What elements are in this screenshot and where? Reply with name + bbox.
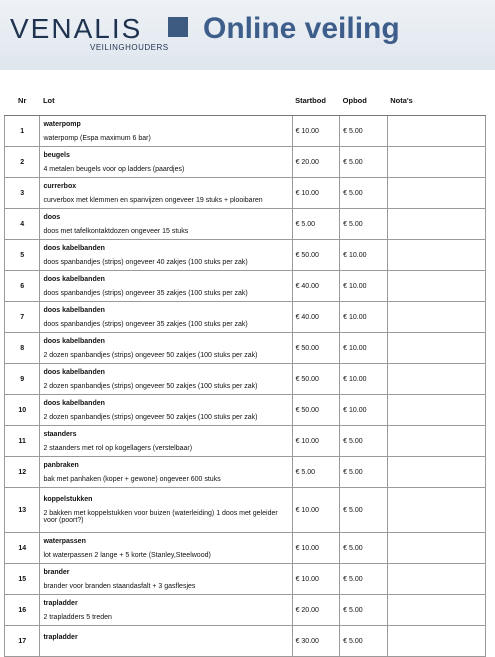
lot-cell	[40, 626, 292, 657]
lot-description: 2 dozen spanbandjes (strips) ongeveer 50 zakjes (100 stuks per zak)	[43, 413, 258, 421]
lot-cell	[40, 533, 292, 564]
startbod-value: € 10.00	[292, 488, 340, 533]
lot-name: panbraken	[43, 461, 79, 469]
lot-description: 2 dozen spanbandjes (strips) ongeveer 50 zakjes (100 stuks per zak)	[43, 382, 258, 390]
nota-field[interactable]	[387, 488, 485, 533]
lot-description: doos spanbandjes (strips) ongeveer 35 zakjes (100 stuks per zak)	[43, 320, 248, 328]
col-lot: Lot	[40, 85, 292, 116]
nota-field[interactable]	[387, 533, 485, 564]
lot-description: 2 trapladders 5 treden	[43, 613, 112, 621]
lot-number: 13	[5, 488, 40, 533]
nota-field[interactable]	[387, 302, 485, 333]
lot-table	[4, 85, 486, 657]
startbod-value: € 10.00	[292, 116, 340, 147]
lot-number: 15	[5, 564, 40, 595]
lot-cell	[40, 302, 292, 333]
lot-cell	[40, 116, 292, 147]
logo-text: VENALIS	[10, 13, 143, 44]
lot-description: 2 bakken met koppelstukken voor buizen (waterleiding) 1 doos met geleider voor (poort?)	[43, 510, 278, 524]
nota-field[interactable]	[387, 209, 485, 240]
lot-name: trapladder	[43, 634, 78, 641]
opbod-value: € 10.00	[340, 302, 388, 333]
opbod-value: € 5.00	[340, 564, 388, 595]
table-row	[5, 395, 486, 426]
opbod-value: € 5.00	[340, 595, 388, 626]
lot-cell	[40, 209, 292, 240]
nota-field[interactable]	[387, 240, 485, 271]
lot-description: doos spanbandjes (strips) ongeveer 35 zakjes (100 stuks per zak)	[43, 289, 248, 297]
startbod-value: € 50.00	[292, 395, 340, 426]
lot-name: doos kabelbanden	[43, 368, 105, 376]
nota-field[interactable]	[387, 178, 485, 209]
opbod-value: € 5.00	[340, 626, 388, 657]
lot-name: doos kabelbanden	[43, 275, 105, 283]
opbod-value: € 5.00	[340, 209, 388, 240]
table-row	[5, 595, 486, 626]
table-row	[5, 426, 486, 457]
nota-field[interactable]	[387, 116, 485, 147]
col-notas: Nota's	[387, 85, 485, 116]
lot-number: 17	[5, 626, 40, 657]
lot-name: doos kabelbanden	[43, 306, 105, 314]
opbod-value: € 10.00	[340, 240, 388, 271]
lot-number: 16	[5, 595, 40, 626]
lot-cell	[40, 178, 292, 209]
hammer-icon	[168, 17, 188, 37]
lot-cell	[40, 564, 292, 595]
startbod-value: € 40.00	[292, 271, 340, 302]
page-header	[0, 0, 495, 70]
lot-description: 2 dozen spanbandjes (strips) ongeveer 50 zakjes (100 stuks per zak)	[43, 351, 258, 359]
nota-field[interactable]	[387, 271, 485, 302]
nota-field[interactable]	[387, 564, 485, 595]
startbod-value: € 10.00	[292, 564, 340, 595]
table-row	[5, 333, 486, 364]
opbod-value: € 5.00	[340, 426, 388, 457]
lot-cell	[40, 271, 292, 302]
lot-number: 7	[5, 302, 40, 333]
startbod-value: € 10.00	[292, 426, 340, 457]
startbod-value: € 5.00	[292, 457, 340, 488]
table-header-row	[5, 85, 486, 116]
lot-cell	[40, 395, 292, 426]
lot-name: staanders	[43, 430, 77, 438]
table-row	[5, 488, 486, 533]
nota-field[interactable]	[387, 364, 485, 395]
lot-cell	[40, 488, 292, 533]
startbod-value: € 40.00	[292, 302, 340, 333]
lot-description: bak met panhaken (koper + gewone) ongeveer 600 stuks	[43, 475, 221, 483]
table-row	[5, 533, 486, 564]
page-title: Online veiling	[203, 12, 400, 45]
nota-field[interactable]	[387, 333, 485, 364]
opbod-value: € 10.00	[340, 364, 388, 395]
lot-description: waterpomp (Espa maximum 6 bar)	[43, 134, 151, 142]
lot-name: doos kabelbanden	[43, 244, 105, 252]
logo-subtitle: VEILINGHOUDERS	[90, 43, 169, 52]
lot-number: 3	[5, 178, 40, 209]
lot-cell	[40, 457, 292, 488]
table-row	[5, 457, 486, 488]
lot-name: doos	[43, 213, 61, 221]
lot-number: 11	[5, 426, 40, 457]
venalis-logo	[8, 13, 188, 55]
startbod-value: € 50.00	[292, 240, 340, 271]
nota-field[interactable]	[387, 426, 485, 457]
opbod-value: € 10.00	[340, 333, 388, 364]
lot-name: trapladder	[43, 599, 78, 607]
lot-number: 12	[5, 457, 40, 488]
table-row	[5, 178, 486, 209]
lot-cell	[40, 240, 292, 271]
startbod-value: € 20.00	[292, 147, 340, 178]
lot-number: 1	[5, 116, 40, 147]
startbod-value: € 20.00	[292, 595, 340, 626]
lot-number: 10	[5, 395, 40, 426]
startbod-value: € 5.00	[292, 209, 340, 240]
lot-description	[40, 644, 291, 651]
lot-name: brander	[43, 568, 70, 576]
lot-description: 4 metalen beugels voor op ladders (paardjes)	[43, 165, 185, 173]
opbod-value: € 5.00	[340, 178, 388, 209]
lot-cell	[40, 333, 292, 364]
startbod-value: € 30.00	[292, 626, 340, 657]
table-row	[5, 147, 486, 178]
nota-field[interactable]	[387, 395, 485, 426]
lot-number: 4	[5, 209, 40, 240]
table-row	[5, 564, 486, 595]
lot-name: koppelstukken	[43, 496, 93, 503]
nota-field[interactable]	[387, 626, 485, 657]
lot-cell	[40, 147, 292, 178]
opbod-value: € 5.00	[340, 457, 388, 488]
lot-number: 14	[5, 533, 40, 564]
table-row	[5, 302, 486, 333]
lot-name: waterpomp	[43, 120, 81, 128]
lot-cell	[40, 595, 292, 626]
nota-field[interactable]	[387, 595, 485, 626]
lot-cell	[40, 364, 292, 395]
lot-description: brander voor branden staandasfalt + 3 gasflesjes	[43, 582, 196, 590]
lot-number: 5	[5, 240, 40, 271]
lot-cell	[40, 426, 292, 457]
lot-name: doos kabelbanden	[43, 399, 105, 407]
lot-description: 2 staanders met rol op kogellagers (verstelbaar)	[43, 444, 193, 452]
table-row	[5, 240, 486, 271]
lot-name: beugels	[43, 151, 70, 159]
lot-number: 9	[5, 364, 40, 395]
col-nr: Nr	[5, 85, 40, 116]
lot-description: doos spanbandjes (strips) ongeveer 40 zakjes (100 stuks per zak)	[43, 258, 248, 266]
lot-number: 8	[5, 333, 40, 364]
table-row	[5, 209, 486, 240]
opbod-value: € 10.00	[340, 395, 388, 426]
col-opbod: Opbod	[340, 85, 388, 116]
startbod-value: € 10.00	[292, 533, 340, 564]
col-startbod: Startbod	[292, 85, 340, 116]
opbod-value: € 5.00	[340, 488, 388, 533]
nota-field[interactable]	[387, 147, 485, 178]
table-row	[5, 271, 486, 302]
opbod-value: € 5.00	[340, 147, 388, 178]
table-row	[5, 626, 486, 657]
lot-number: 2	[5, 147, 40, 178]
table-row	[5, 364, 486, 395]
opbod-value: € 10.00	[340, 271, 388, 302]
opbod-value: € 5.00	[340, 533, 388, 564]
lot-name: doos kabelbanden	[43, 337, 105, 345]
lot-description: curverbox met klemmen en spanvijzen ongeveer 19 stuks + plooibaren	[43, 196, 263, 204]
table-row	[5, 116, 486, 147]
lot-number: 6	[5, 271, 40, 302]
lot-name: waterpassen	[43, 537, 86, 545]
startbod-value: € 50.00	[292, 364, 340, 395]
startbod-value: € 10.00	[292, 178, 340, 209]
lot-name: currerbox	[43, 182, 77, 190]
lot-description: lot waterpassen 2 lange + 5 korte (Stanley,Steelwood)	[43, 551, 211, 559]
lot-description: doos met tafelkontaktdozen ongeveer 15 stuks	[43, 227, 189, 235]
nota-field[interactable]	[387, 457, 485, 488]
opbod-value: € 5.00	[340, 116, 388, 147]
startbod-value: € 50.00	[292, 333, 340, 364]
